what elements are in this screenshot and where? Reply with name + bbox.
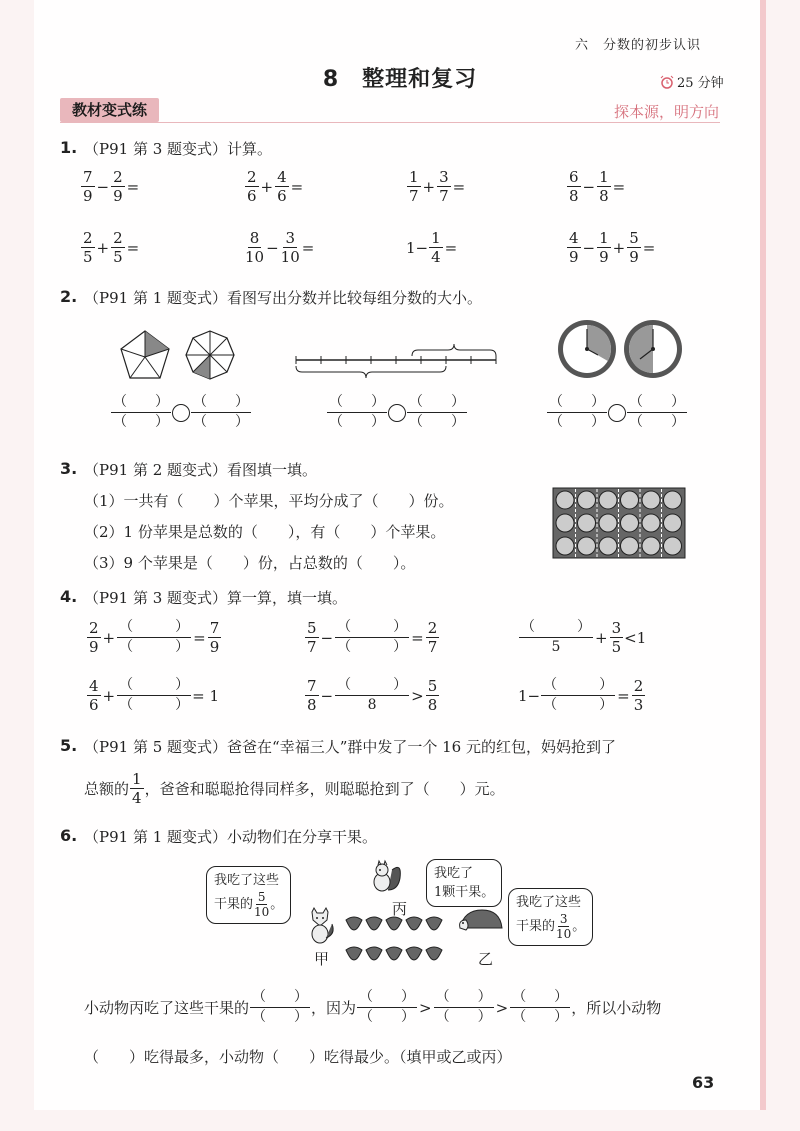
q6-answer-line-2: （ ）吃得最多，小动物（ ）吃得最少。（填甲或乙或丙） [84, 1048, 512, 1066]
q1-expr-6: $\frac{8}{10}$ − $\frac{3}{10}$ = [245, 229, 315, 266]
answer-blank[interactable]: （ ） （ ） [409, 394, 465, 430]
q4-expr-a: $\frac{2}{9}$ + （ ） （ ） = $\frac{7}{9}$ [89, 619, 220, 656]
apple-icon [621, 514, 639, 532]
q6-number: 6. [60, 826, 78, 845]
segment-diagram [294, 342, 504, 382]
compare-circle[interactable] [608, 404, 626, 422]
q5-line-2: 总额的 $\frac{1}{4}$ ，爸爸和聪聪抢得同样多，则聪聪抢到了（ ）元。 [84, 770, 505, 807]
nut-icon [346, 917, 362, 930]
pentagon-figure [121, 331, 169, 378]
nut-icon [386, 947, 402, 960]
apple-icon [621, 537, 639, 555]
answer-blank[interactable]: （ ） （ ） [543, 677, 614, 713]
q3-line-1: （1）一共有（ ）个苹果，平均分成了（ ）份。 [84, 492, 454, 510]
q1-expr-7: 1− $\frac{1}{4}$ = [406, 229, 458, 266]
q1-expr-8: $\frac{4}{9}$ − $\frac{1}{9}$ + $\frac{5}{9}$ = [569, 229, 656, 266]
apple-icon [642, 537, 660, 555]
hedgehog-icon [460, 910, 502, 930]
answer-blank[interactable]: （ ） （ ） [252, 989, 309, 1025]
answer-blank[interactable]: （ ） （ ） [119, 677, 190, 713]
answer-blank[interactable]: （ ） （ ） [329, 394, 385, 430]
nut-icon [366, 947, 382, 960]
squirrel-icon [374, 861, 400, 891]
q4-expr-c: （ ） 5 + $\frac{3}{5}$ <1 [521, 619, 647, 656]
apple-icon [578, 491, 596, 509]
page-title: 8 整理和复习 [322, 67, 478, 92]
banner-underline [60, 122, 720, 123]
answer-blank[interactable]: （ ） （ ） [113, 394, 169, 430]
apple-icon [642, 514, 660, 532]
apple-grid-figure [552, 487, 686, 559]
label-jia: 甲 [314, 950, 330, 968]
fox-icon [312, 908, 333, 943]
label-yi: 乙 [478, 950, 494, 968]
q3-line-2: （2）1 份苹果是总数的（ ），有（ ）个苹果。 [84, 523, 446, 541]
q1-expr-3: $\frac{1}{7}$ + $\frac{3}{7}$ = [409, 168, 466, 205]
apple-icon [599, 491, 617, 509]
answer-blank[interactable]: （ ） （ ） [193, 394, 249, 430]
octagon-figure [186, 331, 234, 379]
answer-blank[interactable]: （ ） （ ） [549, 394, 605, 430]
nut-icon [406, 947, 422, 960]
q5-line-1: （P91 第 5 题变式）爸爸在“幸福三人”群中发了一个 16 元的红包，妈妈抢到了 [84, 738, 616, 756]
apple-icon [664, 537, 682, 555]
apple-icon [621, 491, 639, 509]
timer [660, 72, 724, 91]
q1-prompt: （P91 第 3 题变式）计算。 [84, 140, 273, 158]
answer-blank[interactable]: （ ） （ ） [629, 394, 685, 430]
apple-icon [599, 514, 617, 532]
q3-line-3: （3）9 个苹果是（ ）份，占总数的（ ）。 [84, 554, 416, 572]
q1-expr-1: $\frac{7}{9}$ − $\frac{2}{9}$ = [83, 168, 140, 205]
q5-number: 5. [60, 736, 78, 755]
q2-number: 2. [60, 287, 78, 306]
q3-number: 3. [60, 459, 78, 478]
compare-circle[interactable] [172, 404, 190, 422]
page-number: 63 [692, 1073, 715, 1092]
q2-compare-1 [110, 393, 252, 432]
apple-icon [556, 491, 574, 509]
apple-icon [578, 514, 596, 532]
running-head: 六 分数的初步认识 [575, 38, 702, 53]
speech-bubble-yi: 我吃了这些 干果的 $\frac{3}{10}$ 。 [508, 888, 593, 946]
q1-expr-5: $\frac{2}{5}$ + $\frac{2}{5}$ = [83, 229, 140, 266]
apple-icon [556, 537, 574, 555]
compare-circle[interactable] [388, 404, 406, 422]
apple-icon [578, 537, 596, 555]
answer-blank[interactable]: （ ） （ ） [359, 989, 416, 1025]
apple-icon [664, 514, 682, 532]
nut-icon [426, 947, 442, 960]
q4-expr-e: $\frac{7}{8}$ − （ ） 8 > $\frac{5}{8}$ [307, 677, 438, 714]
speech-bubble-bing: 我吃了 1颗干果。 [426, 859, 502, 907]
q1-expr-4: $\frac{6}{8}$ − $\frac{1}{8}$ = [569, 168, 626, 205]
answer-blank[interactable]: （ ） （ ） [119, 619, 190, 655]
alarm-clock-icon [660, 75, 674, 89]
apple-icon [642, 491, 660, 509]
clock-icon [624, 320, 682, 378]
q2-compare-2 [326, 393, 468, 432]
q2-prompt: （P91 第 1 题变式）看图写出分数并比较每组分数的大小。 [84, 289, 483, 307]
q4-expr-d: $\frac{4}{6}$ + （ ） （ ） = 1 [89, 677, 220, 714]
q2-compare-3 [546, 393, 688, 432]
speech-bubble-jia: 我吃了这些 干果的 $\frac{5}{10}$ 。 [206, 866, 291, 924]
nut-icon [346, 947, 362, 960]
answer-blank[interactable]: （ ） （ ） [512, 989, 569, 1025]
q3-prompt: （P91 第 2 题变式）看图填一填。 [84, 461, 318, 479]
answer-blank[interactable]: （ ） 8 [337, 677, 408, 713]
q1-expr-2: $\frac{2}{6}$ + $\frac{4}{6}$ = [247, 168, 304, 205]
label-bing: 丙 [392, 900, 408, 918]
q4-prompt: （P91 第 3 题变式）算一算，填一填。 [84, 589, 348, 607]
q4-number: 4. [60, 587, 78, 606]
nut-group [346, 917, 442, 960]
clock-figures [556, 318, 686, 382]
answer-blank[interactable]: （ ） （ ） [337, 619, 408, 655]
apple-icon [664, 491, 682, 509]
pentagon-octagon-figures [118, 328, 248, 384]
q1-number: 1. [60, 138, 78, 157]
q6-answer-line-1: 小动物丙吃了这些干果的 （ ） （ ） ，因为 （ ） （ ） > （ ） （ ） > （ ） （ ） ，所以小动物 [84, 989, 662, 1025]
apple-icon [556, 514, 574, 532]
nut-icon [366, 917, 382, 930]
q4-expr-b: $\frac{5}{7}$ − （ ） （ ） = $\frac{2}{7}$ [307, 619, 438, 656]
answer-blank[interactable]: （ ） 5 [521, 619, 591, 655]
q6-prompt: （P91 第 1 题变式）小动物们在分享干果。 [84, 828, 378, 846]
clock-icon [558, 320, 616, 378]
q4-expr-f: 1− （ ） （ ） = $\frac{2}{3}$ [518, 677, 644, 714]
section-banner: 教材变式练 [60, 98, 159, 122]
nut-icon [426, 917, 442, 930]
answer-blank[interactable]: （ ） （ ） [435, 989, 492, 1025]
section-tagline: 探本源，明方向 [614, 103, 720, 121]
apple-icon [599, 537, 617, 555]
nut-icon [406, 917, 422, 930]
time-limit: 25 分钟 [677, 76, 724, 91]
